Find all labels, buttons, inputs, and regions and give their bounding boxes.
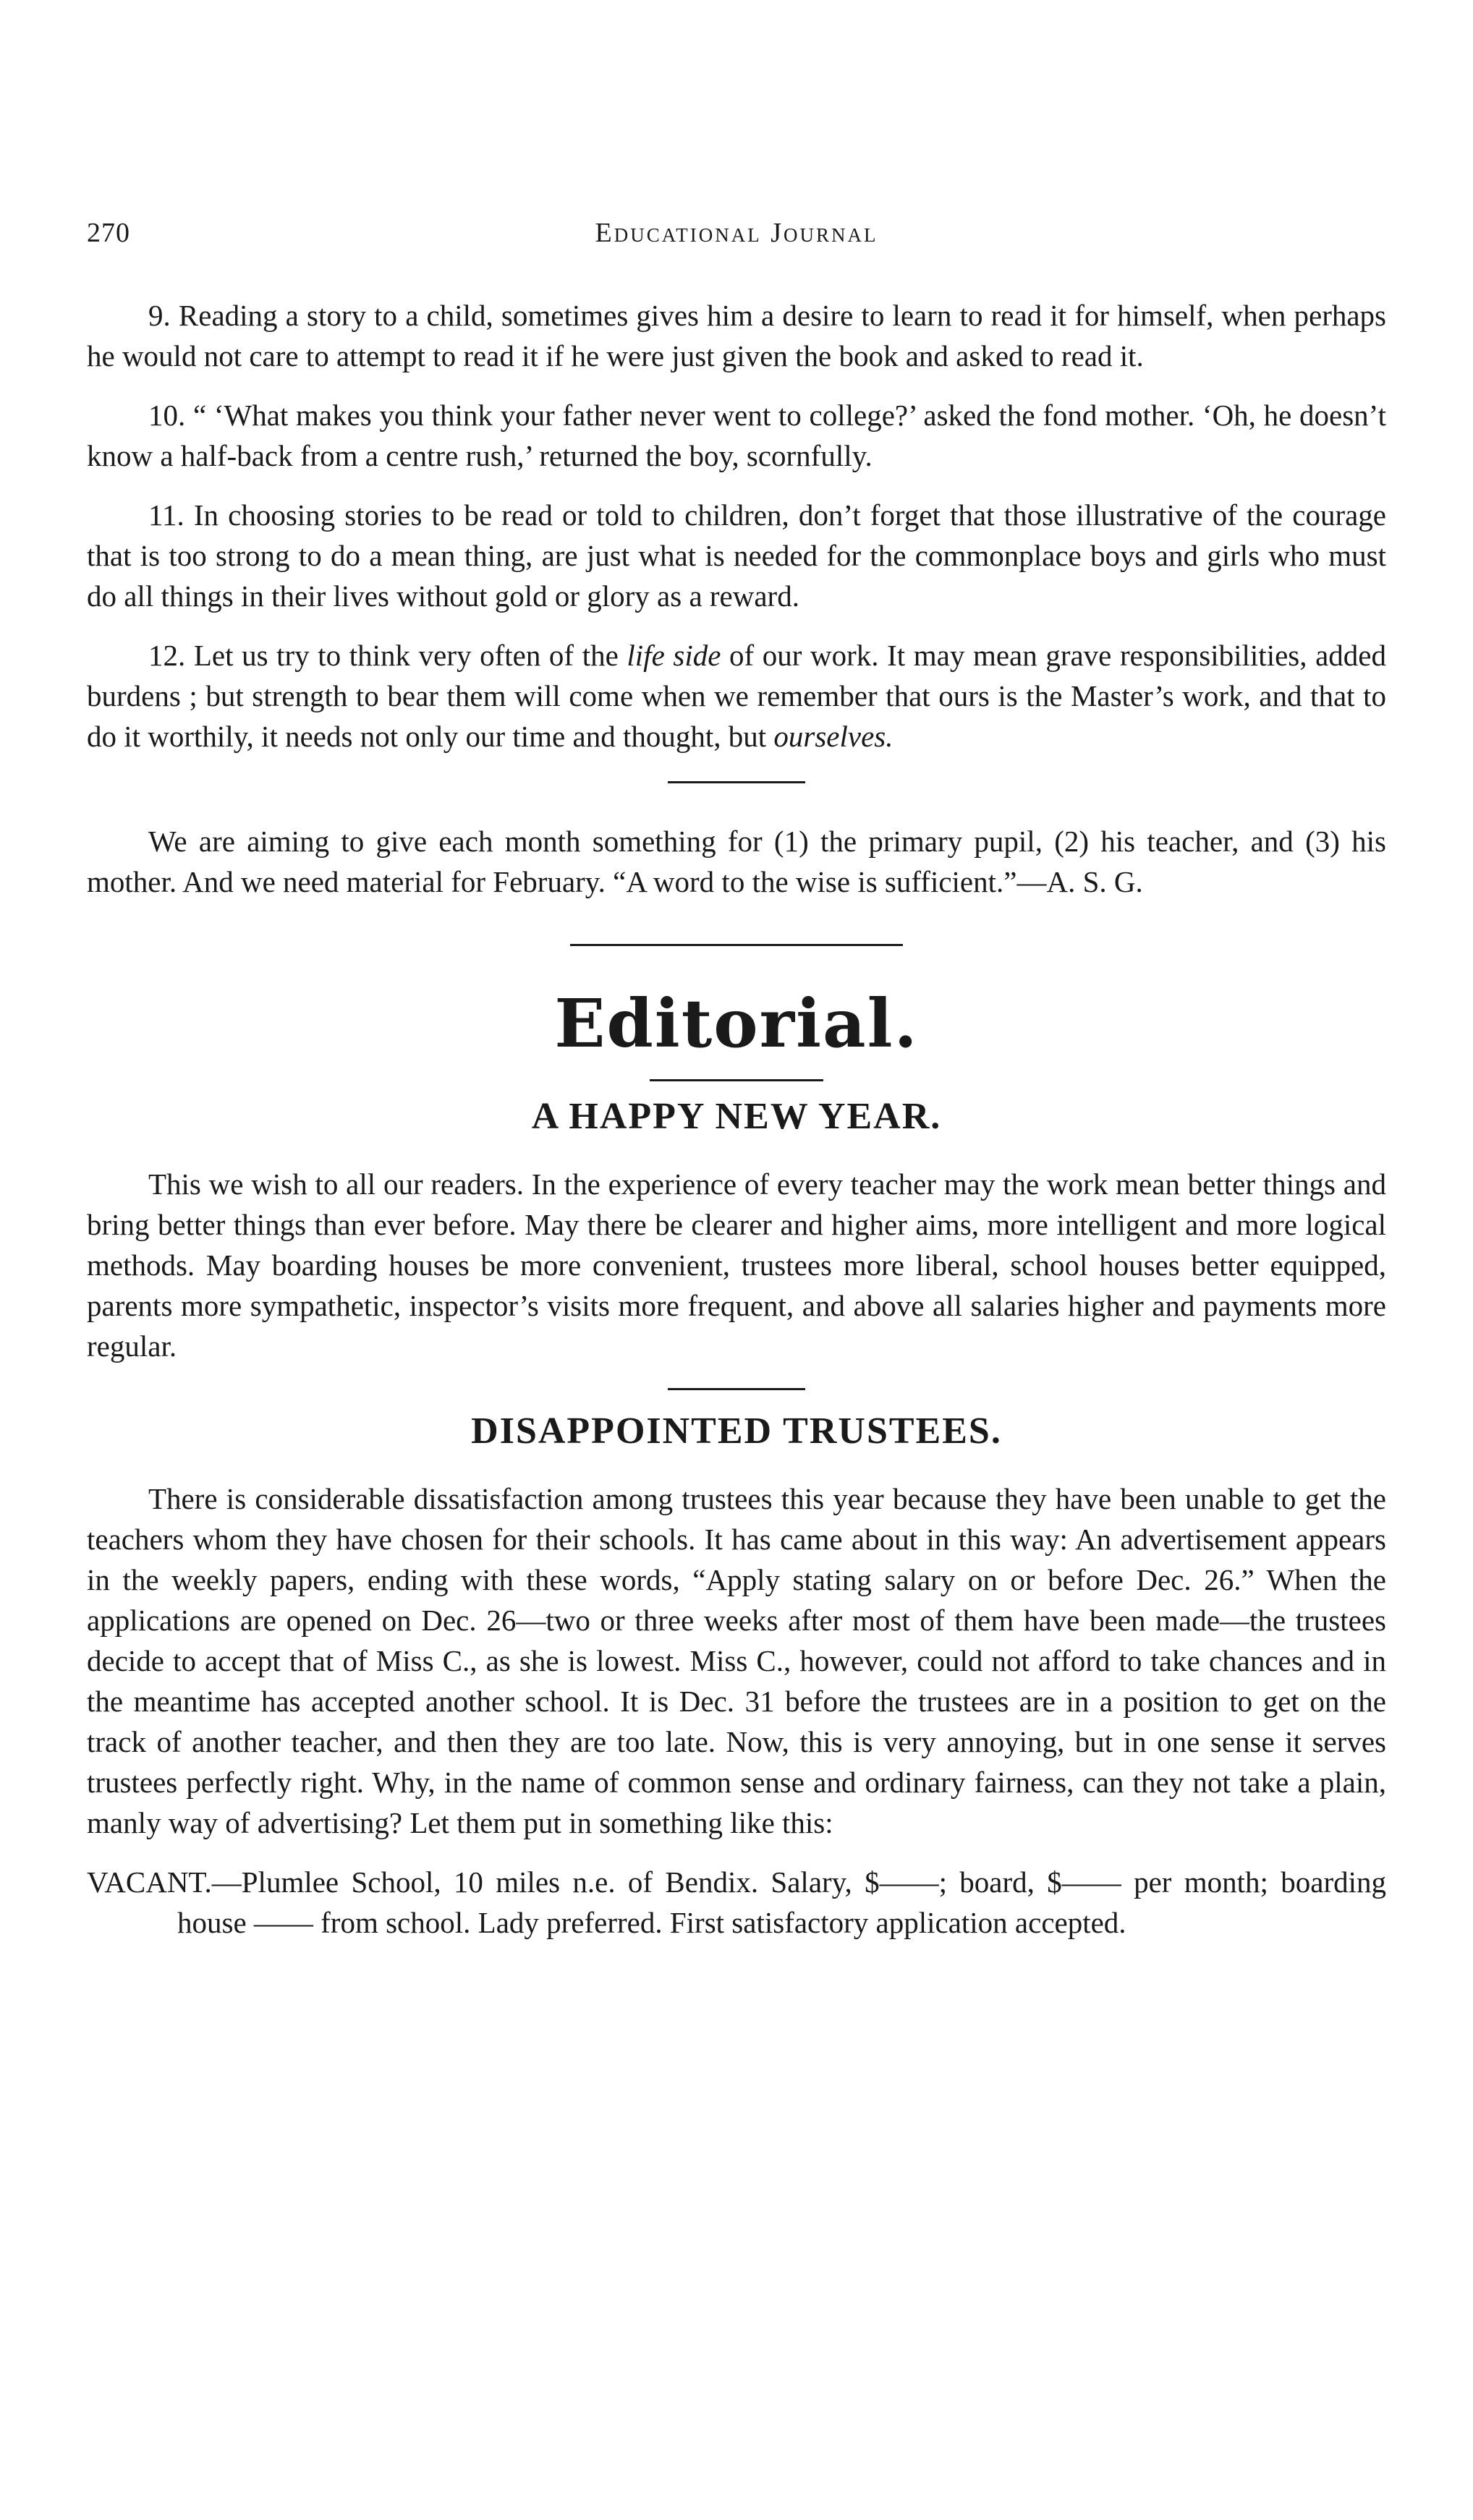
editorial-divider	[650, 1079, 823, 1081]
item-12-emphasis-ourselves: ourselves.	[773, 720, 893, 753]
article-divider	[668, 1388, 805, 1390]
paragraph-item-9: 9. Reading a story to a child, sometimes gives him a desire to learn to read it for himself, when perhaps he would not care to attempt to read it if he were just given the book and asked to read it.	[87, 299, 1386, 373]
item-12-emphasis-life-side: life side	[627, 639, 721, 672]
paragraph-disappointed-trustees: There is considerable dissatisfaction among trustees this year because they have been unable to get the teachers whom they have chosen for their schools. It has came about in this way: An advertisement appears in the weekly papers, ending with these words, “Apply stating salary on or before Dec. 26.” When the applications are opened on Dec. 26—two or three weeks after most of them have been made—the trustees decide to accept that of Miss C., as she is lowest. Miss C., however, could not afford to take chances and in the meantime has accepted another school. It is Dec. 31 before the trustees are in a position to get on the track of another teacher, and then they are too late. Now, this is very annoying, but in one sense it serves trustees perfectly right. Why, in the name of common sense and ordinary fairness, can they not take a plain, manly way of advertising? Let them put in something like this:	[87, 1482, 1386, 1839]
heading-disappointed-trustees: DISAPPOINTED TRUSTEES.	[471, 1410, 1002, 1452]
section-divider-long	[570, 944, 903, 946]
section-divider	[668, 781, 805, 783]
item-12-middle: of our work. It may mean grave responsibilities, added burdens ; but strength to bear them will come when we remember that ours is the Master’s work, and that to do it worthily, it needs not only our time and thought, but	[87, 639, 1386, 753]
item-12-lead: 12. Let us try to think very often of the	[148, 639, 627, 672]
journal-title: Educational Journal	[595, 218, 878, 248]
notice-paragraph: We are aiming to give each month something for (1) the primary pupil, (2) his teacher, and (3) his mother. And we need material for February. “A word to the wise is sufficient.”—A. S. G.	[87, 825, 1386, 898]
heading-happy-new-year: A HAPPY NEW YEAR.	[531, 1096, 942, 1137]
page-number: 270	[87, 218, 130, 248]
paragraph-item-10: 10. “ ‘What makes you think your father never went to college?’ asked the fond mother. ‘Oh, he doesn’t know a half-back from a centre rush,’ returned the boy, scornfully.	[87, 399, 1386, 472]
paragraph-item-12	[87, 635, 1386, 757]
sample-advertisement: VACANT.—Plumlee School, 10 miles n.e. of Bendix. Salary, $——; board, $—— per month; boarding house —— from school. Lady preferred. First satisfactory application accepted.	[87, 1865, 1386, 1939]
editorial-title: Editorial.	[554, 984, 919, 1063]
paragraph-happy-new-year: This we wish to all our readers. In the experience of every teacher may the work mean better things and bring better things than ever before. May there be clearer and higher aims, more intelligent and more logical methods. May boarding houses be more convenient, trustees more liberal, school houses better equipped, parents more sympathetic, inspector’s visits more frequent, and above all salaries higher and payments more regular.	[87, 1167, 1386, 1363]
running-head	[87, 217, 1386, 260]
paragraph-item-11: 11. In choosing stories to be read or told to children, don’t forget that those illustrative of the courage that is too strong to do a mean thing, are just what is needed for the commonplace boys and girls who must do all things in their lives without gold or glory as a reward.	[87, 498, 1386, 613]
